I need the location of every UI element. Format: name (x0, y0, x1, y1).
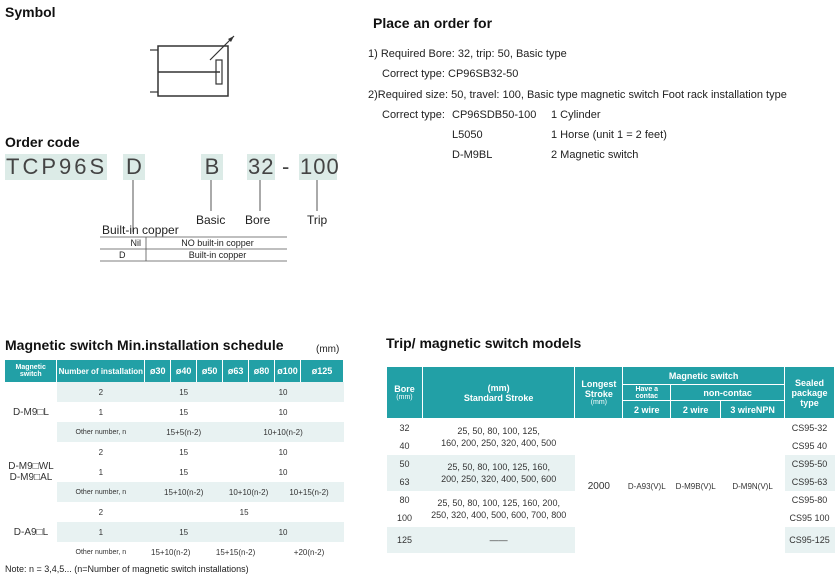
copper-code: D (119, 250, 126, 260)
bore-cell: 80 (399, 495, 410, 505)
trip-models-table (386, 366, 835, 553)
th-sealed: Sealed package type (785, 367, 835, 419)
order-code-b: B (201, 154, 223, 180)
group-name: D-M9□L (5, 382, 57, 442)
stroke-cell: 25, 50, 80, 100, 125, 160, 200, 250, 320, 400, 500, 600 (422, 455, 574, 491)
copper-code: Nil (130, 238, 141, 248)
th-bore-unit: (mm) (396, 394, 413, 401)
label-basic: Basic (196, 213, 226, 227)
cell: 2 (98, 447, 104, 457)
cell: 1 (98, 407, 104, 417)
stroke-cell: 25, 50, 80, 100, 125, 160, 200, 250, 320, 400, 500, 600, 700, 800 (431, 498, 567, 520)
th-bore: ø50 (197, 360, 223, 382)
label-built-in-copper: Built-in copper (102, 223, 179, 237)
order-item-desc: 1 Cylinder (551, 109, 601, 121)
th-2wire: 2 wire (623, 401, 671, 419)
cell: 15+15(n-2) (215, 547, 256, 557)
cell: 2 (57, 382, 145, 402)
cell: 10 (278, 407, 288, 417)
longest-cell: 2000 (575, 419, 623, 554)
cell: 15 (179, 407, 189, 417)
sealed-cell: CS95 40 (791, 441, 828, 451)
order-code-trip: 100 (300, 154, 340, 179)
th-bore: ø80 (249, 360, 275, 382)
th-bore (387, 367, 423, 419)
th-stroke (422, 367, 574, 419)
cell: 15 (179, 447, 189, 457)
cell: Other number, n (57, 482, 145, 502)
cell: 10+15(n-2) (275, 482, 344, 502)
th-bore: ø40 (171, 360, 197, 382)
switch-3wire-cell: D-M9N(V)L (721, 419, 785, 554)
bore-cell: 63 (387, 473, 423, 491)
order-item-desc: 2 Magnetic switch (551, 149, 639, 161)
th-stroke-unit: (mm) (487, 382, 510, 393)
th-longest-label: Longest Stroke (581, 379, 617, 399)
symbol-title: Symbol (5, 4, 56, 20)
cell: 10 (223, 382, 344, 402)
cell: 15 (239, 507, 249, 517)
th-3wire: 3 wireNPN (721, 401, 785, 419)
th-bore: ø30 (145, 360, 171, 382)
th-have-contact: Have a contac (623, 385, 671, 401)
th-bore: ø125 (300, 360, 343, 382)
cell: Other number, n (57, 422, 145, 442)
group-name: D-M9□WL D-M9□AL (5, 442, 57, 502)
th-number: Number of installation (57, 360, 145, 382)
bore-cell: 50 (387, 455, 423, 473)
th-stroke-label: Standard Stroke (463, 392, 534, 403)
order-code-d: D (123, 154, 145, 180)
order-item-code: D-M9BL (452, 149, 493, 161)
order-code-title: Order code (5, 134, 80, 150)
cell: 1 (57, 522, 145, 542)
order-code-prefix: TCP96S (6, 154, 108, 179)
sealed-cell: CS95-125 (785, 527, 835, 553)
cell: 2 (98, 507, 104, 517)
cell: Other number, n (75, 548, 127, 556)
th-non-contact: non-contac (671, 385, 785, 401)
stroke-cell: —— (422, 527, 574, 553)
cell: +20(n-2) (293, 547, 325, 557)
stroke-cell: 25, 50, 80, 100, 125, 160, 200, 250, 320, 400, 500 (441, 426, 557, 448)
sealed-cell: CS95-32 (791, 423, 828, 433)
correct-type-label: Correct type: (382, 109, 445, 121)
cell: 15+5(n-2) (145, 422, 223, 442)
cell: 15+10(n-2) (151, 547, 191, 557)
trip-models-title: Trip/ magnetic switch models (386, 335, 582, 351)
th-magnetic-switch: Magnetic switch (623, 367, 785, 385)
cell: 10 (278, 447, 288, 457)
cell: 15 (145, 522, 223, 542)
order-code-bore: 32 (248, 154, 275, 179)
order-item-code: L5050 (452, 129, 483, 141)
order-line-3: 2)Required size: 50, travel: 100, Basic type magnetic switch Foot rack installation type (368, 89, 787, 101)
label-bore: Bore (245, 213, 271, 227)
cell: 10 (223, 522, 344, 542)
bore-cell: 32 (399, 423, 410, 433)
sealed-cell: CS95-63 (785, 473, 835, 491)
th-longest (575, 367, 623, 419)
cell: 15 (145, 382, 223, 402)
cell: 10+10(n-2) (223, 422, 344, 442)
bore-cell: 100 (396, 513, 412, 523)
schedule-title: Magnetic switch Min.installation schedule (5, 337, 284, 353)
schedule-table (5, 360, 344, 562)
order-code-dash: - (282, 154, 290, 179)
cell: 10 (278, 467, 288, 477)
th-bore: ø100 (275, 360, 301, 382)
cell: 15+10(n-2) (145, 482, 223, 502)
bore-cell: 40 (399, 441, 410, 451)
th-bore: ø63 (223, 360, 249, 382)
bore-cell: 125 (387, 527, 423, 553)
switch-2wire-cell: D-M9B(V)L (671, 419, 721, 554)
cell: 1 (98, 467, 104, 477)
order-line-2: Correct type: CP96SB32-50 (382, 68, 519, 80)
sealed-cell: CS95-80 (791, 495, 828, 505)
switch-have-cell: D-A93(V)L (623, 419, 671, 554)
sealed-cell: CS95-50 (785, 455, 835, 473)
label-trip: Trip (307, 213, 328, 227)
order-item-desc: 1 Horse (unit 1 = 2 feet) (551, 129, 667, 141)
copper-desc: Built-in copper (188, 250, 247, 260)
th-magnetic-switch: Magnetic switch (5, 360, 57, 382)
th-longest-unit: (mm) (590, 399, 608, 406)
place-order-title: Place an order for (373, 15, 493, 31)
th-bore-label: Bore (394, 384, 415, 394)
group-name: D-A9□L (5, 502, 57, 562)
schedule-unit: (mm) (316, 344, 340, 355)
cell: 10+10(n-2) (223, 482, 275, 502)
order-item-code: CP96SDB50-100 (452, 109, 537, 121)
copper-desc: NO built-in copper (181, 238, 254, 248)
order-line-1: 1) Required Bore: 32, trip: 50, Basic type (368, 48, 567, 60)
sealed-cell: CS95 100 (789, 513, 830, 523)
cell: 15 (179, 467, 189, 477)
schedule-note: Note: n = 3,4,5... (n=Number of magnetic switch installations) (5, 564, 249, 574)
th-2wire: 2 wire (671, 401, 721, 419)
